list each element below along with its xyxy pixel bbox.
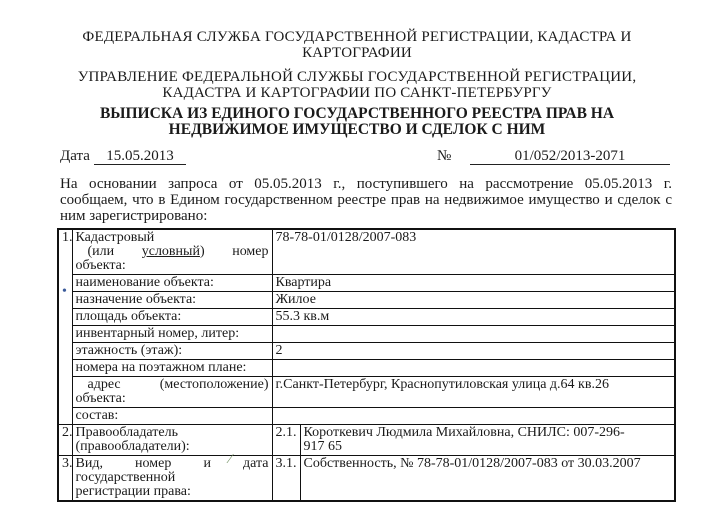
address-label-line-2: объекта: [75,391,126,406]
right-label-line-2: государственной [75,470,176,485]
name-label: наименование объекта: [72,275,272,292]
address-label [72,377,272,408]
table-row [58,292,675,309]
cadastral-label-line-2 [76,245,269,259]
name-value: Квартира [272,275,675,292]
address-label-part: адрес [87,377,121,392]
area-value: 55.3 кв.м [272,309,675,326]
table-row [58,456,675,502]
pen-stroke-mark: ⁄ [229,452,232,467]
office-header [0,69,714,101]
cadastral-label-part: номер [232,244,269,259]
office-line-1: УПРАВЛЕНИЕ ФЕДЕРАЛЬНОЙ СЛУЖБЫ ГОСУДАРСТВЕННОЙ РЕГИСТРАЦИИ, [77,69,637,85]
table-row [58,229,675,275]
right-label-line-1 [76,457,269,471]
number-label: № [437,148,452,164]
cadastral-label-line-3: объекта: [75,258,126,273]
intro-line-3: ним зарегистрировано: [60,208,208,224]
table-row [58,326,675,343]
agency-line-1: ФЕДЕРАЛЬНАЯ СЛУЖБА ГОСУДАРСТВЕННОЙ РЕГИСТРАЦИИ, КАДАСТРА И [82,29,632,45]
inventory-label: инвентарный номер, литер: [72,326,272,343]
holder-value-line-1: Короткевич Людмила Михайловна, СНИЛС: 007-296- [303,425,625,440]
title-line-1: ВЫПИСКА ИЗ ЕДИНОГО ГОСУДАРСТВЕННОГО РЕЕСТРА ПРАВ НА [99,105,615,122]
section-number: 1. [58,229,72,425]
intro-paragraph [60,176,672,224]
right-label-line-3: регистрации права: [75,484,191,499]
inventory-value [272,326,675,343]
composition-label: состав: [72,408,272,425]
address-value: г.Санкт-Петербург, Краснопутиловская улица д.64 кв.26 [272,377,675,408]
cadastral-label-part: (или [87,244,115,259]
floorplan-label: номера на поэтажном плане: [72,360,272,377]
floors-value: 2 [272,343,675,360]
table-row [58,343,675,360]
right-label-part: дата [243,456,269,471]
holder-label-line-1: Правообладатель [75,425,178,440]
table-row [58,309,675,326]
table-row [58,425,675,456]
holder-label-line-2: (правообладатели): [75,439,190,454]
purpose-value: Жилое [272,292,675,309]
right-label [72,456,272,502]
floorplan-value [272,360,675,377]
address-label-line-1 [76,378,269,392]
cadastral-value: 78-78-01/0128/2007-083 [272,229,675,275]
right-sub-number: 3.1. [272,456,300,502]
section-number: 3. [58,456,72,502]
area-label: площадь объекта: [72,309,272,326]
right-value: Собственность, № 78-78-01/0128/2007-083 от 30.03.2007 [300,456,675,502]
table-row [58,275,675,292]
composition-value [272,408,675,425]
office-line-2: КАДАСТРА И КАРТОГРАФИИ ПО САНКТ-ПЕТЕРБУРГУ [162,85,552,101]
holder-value [300,425,675,456]
right-label-part: номер [135,456,172,471]
document-title [0,106,714,138]
ink-dot-mark: • [62,284,67,299]
table-row [58,360,675,377]
agency-header [0,29,714,61]
holder-sub-number: 2.1. [272,425,300,456]
floors-label: этажность (этаж): [72,343,272,360]
cadastral-label-part: условный [141,244,200,259]
intro-line-2: сообщаем, что в Едином государственном реестре прав на недвижимое имущество и сделок с [60,192,672,208]
cadastral-label-line-1: Кадастровый [75,230,155,245]
table-row [58,377,675,408]
cadastral-label-part: ) [199,244,205,259]
date-value: 15.05.2013 [94,148,186,165]
intro-line-1: На основании запроса от 05.05.2013 г., поступившего на рассмотрение 05.05.2013 г. [60,176,672,192]
holder-label [72,425,272,456]
right-label-part: и [203,456,211,471]
date-label: Дата [60,148,90,164]
cadastral-label [72,229,272,275]
number-value: 01/052/2013-2071 [470,148,670,165]
table-row [58,408,675,425]
address-label-part: (местоположение) [159,377,269,392]
section-number: 2. [58,425,72,456]
holder-value-line-2: 917 65 [303,439,342,454]
right-label-part: Вид, [75,456,103,471]
registry-table [57,228,676,502]
title-line-2: НЕДВИЖИМОЕ ИМУЩЕСТВО И СДЕЛОК С НИМ [168,121,546,138]
purpose-label: назначение объекта: [72,292,272,309]
agency-line-2: КАРТОГРАФИИ [302,45,412,61]
